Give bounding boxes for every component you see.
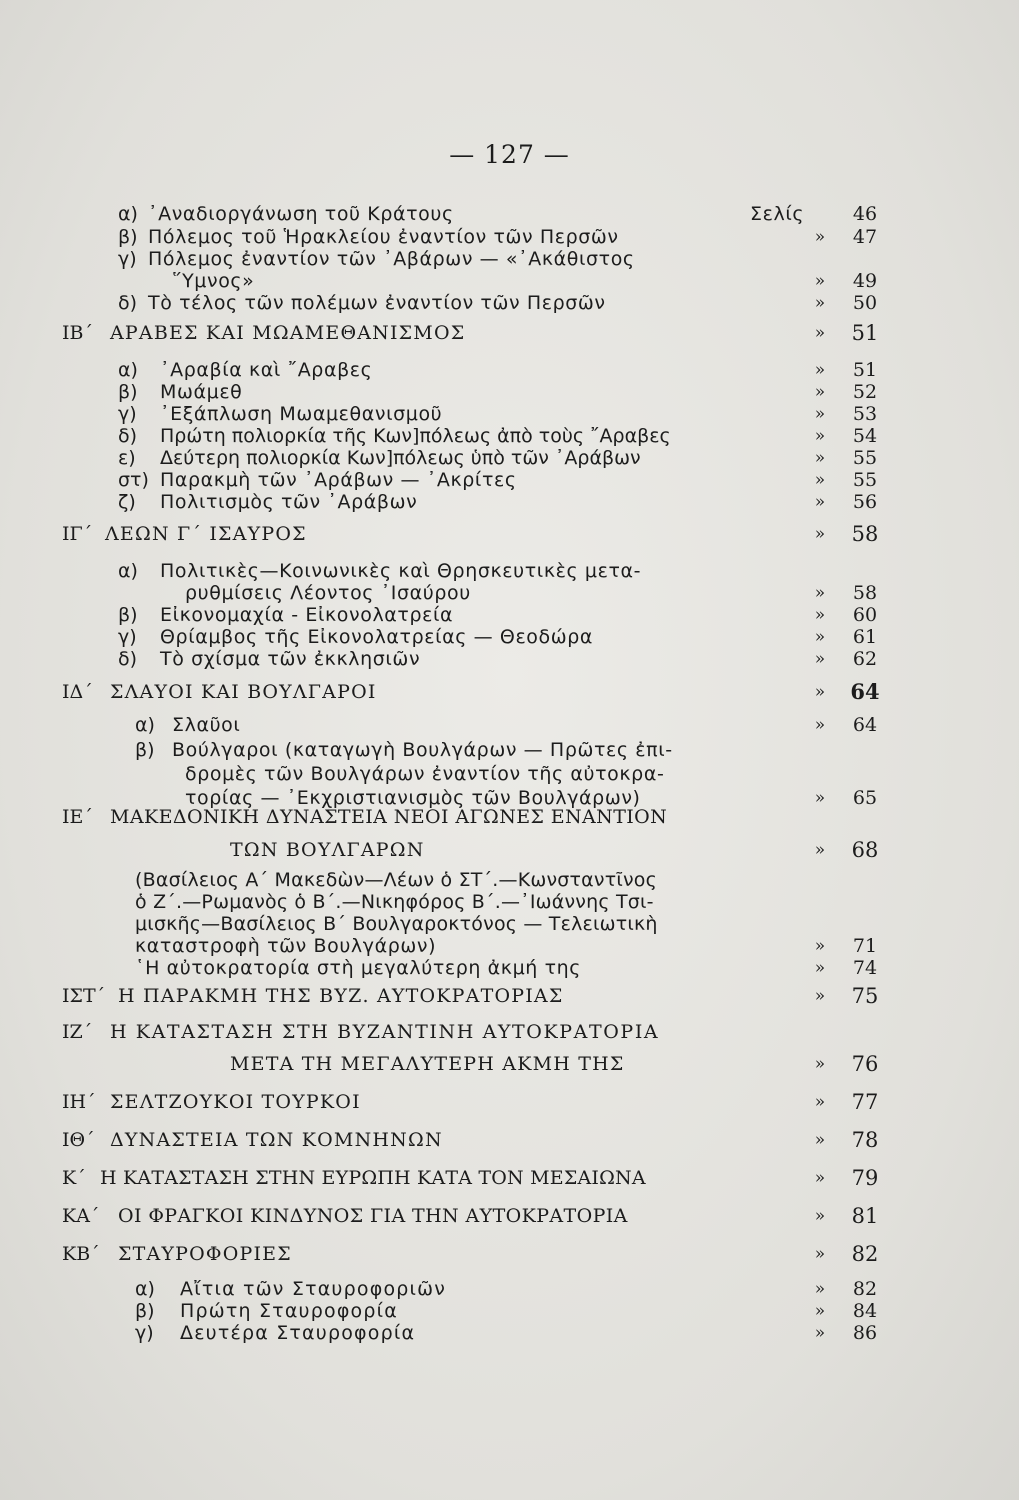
item-page: 58 (852, 582, 878, 604)
toc-item (0, 290, 1019, 316)
chapter-page: 64 (850, 679, 880, 704)
item-text: Σλαῦοι (172, 714, 241, 736)
item-text: τορίας — ᾿Εκχριστιανισμὸς τῶν Βουλγάρων) (185, 787, 641, 809)
ditto-mark: » (814, 271, 826, 291)
chapter-page: 68 (851, 838, 879, 862)
ditto-mark: » (814, 682, 826, 702)
item-text: Πόλεμος τοῦ Ἡρακλείου ἐναντίον τῶν Περσῶν (148, 226, 619, 248)
ditto-mark: » (814, 958, 826, 978)
item-page: 61 (852, 626, 878, 648)
chapter-title: ΤΩΝ ΒΟΥΛΓΑΡΩΝ (230, 839, 425, 861)
item-label: δ) (118, 292, 138, 314)
chapter-title: ΣΛΑΥΟΙ ΚΑΙ ΒΟΥΛΓΑΡΟΙ (110, 681, 377, 703)
ditto-mark: » (814, 323, 826, 343)
ditto-mark: » (814, 448, 826, 468)
item-text: δρομὲς τῶν Βουλγάρων ἐναντίον τῆς αὐτοκρα- (185, 763, 665, 785)
item-text: ῞Υμνος» (172, 270, 255, 292)
item-text: ῾Η αὐτοκρατορία στὴ μεγαλύτερη ἀκμή της (135, 957, 582, 979)
item-page: 65 (852, 787, 878, 809)
ditto-mark: » (814, 227, 826, 247)
toc-item (0, 712, 1019, 738)
item-text: καταστροφὴ τῶν Βουλγάρων) (135, 935, 437, 957)
page-number: — 127 — (449, 140, 570, 169)
item-label: β) (118, 381, 138, 403)
item-page: 55 (852, 447, 878, 469)
chapter-heading (0, 983, 1019, 1009)
chapter-page: 51 (851, 321, 879, 345)
chapter-title: Η ΠΑΡΑΚΜΗ ΤΗΣ ΒΥΖ. ΑΥΤΟΚΡΑΤΟΡΙΑΣ (118, 985, 564, 1007)
item-page: 60 (852, 604, 878, 626)
item-page: 55 (852, 469, 878, 491)
item-text: Δεύτερη πολιορκία Κων]πόλεως ὑπὸ τῶν ᾿Αράβων (160, 447, 641, 469)
item-text: (Βασίλειος Α΄ Μακεδὼν—Λέων ὁ ΣΤ΄.—Κωνσταντῖνος (135, 869, 657, 891)
item-text: Μωάμεθ (160, 381, 243, 403)
chapter-number: ΙΗ΄ (62, 1091, 96, 1113)
item-page: 62 (852, 648, 878, 670)
item-text: Αἴτια τῶν Σταυροφοριῶν (180, 1278, 447, 1300)
chapter-title: ΣΕΛΤΖΟΥΚΟΙ ΤΟΥΡΚΟΙ (110, 1091, 361, 1113)
ditto-mark: » (814, 1301, 826, 1321)
item-text: Τὸ τέλος τῶν πολέμων ἐναντίον τῶν Περσῶν (148, 292, 606, 314)
chapter-number: ΙΣΤ΄ (62, 985, 106, 1007)
chapter-page: 77 (851, 1090, 879, 1114)
ditto-mark: » (814, 715, 826, 735)
ditto-mark: » (814, 1054, 826, 1074)
chapter-heading (0, 1165, 1019, 1191)
item-text: ᾿Εξάπλωση Μωαμεθανισμοῦ (160, 403, 443, 425)
chapter-title: ΣΤΑΥΡΟΦΟΡΙΕΣ (118, 1243, 292, 1265)
toc-item (0, 737, 1019, 763)
item-label: α) (118, 203, 138, 225)
ditto-mark: » (814, 470, 826, 490)
item-label: ε) (118, 447, 136, 469)
item-page: 56 (852, 491, 878, 513)
page-column-label: Σελίς (750, 203, 805, 225)
item-label: α) (118, 560, 138, 582)
chapter-number: ΚΑ΄ (62, 1205, 100, 1227)
toc-item (0, 646, 1019, 672)
ditto-mark: » (814, 936, 826, 956)
ditto-mark: » (814, 492, 826, 512)
item-page: 47 (852, 226, 878, 248)
item-text: Θρίαμβος τῆς Εἰκονολατρείας — Θεοδώρα (160, 626, 594, 648)
chapter-page: 58 (851, 522, 879, 546)
item-label: γ) (118, 626, 137, 648)
ditto-mark: » (814, 382, 826, 402)
ditto-mark: » (814, 524, 826, 544)
chapter-title: ΛΕΩΝ Γ΄ ΙΣΑΥΡΟΣ (105, 523, 307, 545)
chapter-number: Κ΄ (62, 1167, 86, 1189)
ditto-mark: » (814, 426, 826, 446)
item-page: 82 (852, 1278, 878, 1300)
item-page: 52 (852, 381, 878, 403)
chapter-page: 76 (851, 1052, 879, 1076)
ditto-mark: » (814, 627, 826, 647)
chapter-number: ΚΒ΄ (62, 1243, 100, 1265)
item-text: Πρώτη πολιορκία τῆς Κων]πόλεως ἀπὸ τοὺς ῎Αραβες (160, 425, 671, 447)
chapter-heading (0, 1203, 1019, 1229)
item-page: 51 (852, 359, 878, 381)
item-label: δ) (118, 425, 138, 447)
chapter-heading (0, 1127, 1019, 1153)
chapter-heading (0, 1089, 1019, 1115)
chapter-title: ΑΡΑΒΕΣ ΚΑΙ ΜΩΑΜΕΘΑΝΙΣΜΟΣ (110, 322, 466, 344)
chapter-heading (0, 1241, 1019, 1267)
item-page: 49 (852, 270, 878, 292)
chapter-page: 81 (851, 1204, 879, 1228)
toc-item (0, 761, 1019, 787)
ditto-mark: » (814, 583, 826, 603)
item-text: μισκῆς—Βασίλειος Β΄ Βουλγαροκτόνος — Τελειωτικὴ (135, 913, 658, 935)
chapter-heading (0, 804, 1019, 830)
ditto-mark: » (814, 788, 826, 808)
item-label: στ) (118, 469, 149, 491)
item-text: ὁ Ζ΄.—Ρωμανὸς ὁ Β΄.—Νικηφόρος Β΄.—᾿Ιωάννης Τσι- (135, 891, 654, 913)
item-text: Παρακμὴ τῶν ᾿Αράβων — ᾿Ακρίτες (160, 469, 517, 491)
item-text: ᾿Αναδιοργάνωση τοῦ Κράτους (148, 203, 454, 225)
chapter-number: ΙΘ΄ (62, 1129, 95, 1151)
chapter-number: ΙΒ΄ (62, 322, 93, 344)
item-label: β) (135, 1300, 155, 1322)
item-page: 86 (852, 1322, 878, 1344)
item-label: α) (135, 1278, 155, 1300)
item-text: Βούλγαροι (καταγωγὴ Βουλγάρων — Πρῶτες ἐπι- (172, 739, 673, 761)
chapter-heading (0, 320, 1019, 346)
item-label: α) (135, 714, 155, 736)
chapter-page: 79 (851, 1166, 879, 1190)
item-text: Δευτέρα Σταυροφορία (180, 1322, 416, 1344)
item-text: Πρώτη Σταυροφορία (180, 1300, 398, 1322)
chapter-heading-continued (0, 1051, 1019, 1077)
ditto-mark: » (814, 986, 826, 1006)
chapter-heading-continued (0, 837, 1019, 863)
item-label: δ) (118, 648, 138, 670)
item-label: ζ) (118, 491, 136, 513)
item-page: 64 (852, 714, 878, 736)
ditto-mark: » (814, 1092, 826, 1112)
item-text: Πόλεμος ἐναντίον τῶν ᾿Αβάρων — «᾿Ακάθιστος (148, 248, 635, 270)
item-page: 50 (852, 292, 878, 314)
item-label: γ) (135, 1322, 154, 1344)
chapter-page: 75 (851, 984, 879, 1008)
toc-item (0, 1320, 1019, 1346)
ditto-mark: » (814, 404, 826, 424)
chapter-title: ΟΙ ΦΡΑΓΚΟΙ ΚΙΝΔΥΝΟΣ ΓΙΑ ΤΗΝ ΑΥΤΟΚΡΑΤΟΡΙΑ (118, 1205, 628, 1227)
chapter-title: ΜΑΚΕΔΟΝΙΚΗ ΔΥΝΑΣΤΕΙΑ ΝΕΟΙ ΑΓΩΝΕΣ ΕΝΑΝΤΙΟΝ (110, 806, 668, 828)
ditto-mark: » (814, 293, 826, 313)
chapter-heading (0, 521, 1019, 547)
item-page: 46 (852, 203, 878, 225)
item-text: Πολιτικὲς—Κοινωνικὲς καὶ Θρησκευτικὲς μετα- (160, 560, 642, 582)
chapter-heading (0, 1019, 1019, 1045)
toc-item (0, 955, 1019, 981)
toc-item (0, 489, 1019, 515)
item-page: 74 (852, 957, 878, 979)
chapter-heading (0, 679, 1019, 705)
chapter-title: Η ΚΑΤΑΣΤΑΣΗ ΣΤΗ ΒΥΖΑΝΤΙΝΗ ΑΥΤΟΚΡΑΤΟΡΙΑ (110, 1021, 660, 1043)
chapter-number: ΙΔ΄ (62, 681, 93, 703)
ditto-mark: » (814, 605, 826, 625)
ditto-mark: » (814, 1244, 826, 1264)
chapter-number: ΙΖ΄ (62, 1021, 93, 1043)
ditto-mark: » (814, 360, 826, 380)
chapter-number: ΙΕ΄ (62, 806, 93, 828)
item-label: γ) (118, 403, 137, 425)
ditto-mark: » (814, 1206, 826, 1226)
chapter-title: Η ΚΑΤΑΣΤΑΣΗ ΣΤΗΝ ΕΥΡΩΠΗ ΚΑΤΑ ΤΟΝ ΜΕΣΑΙΩΝΑ (100, 1167, 646, 1189)
item-text: Τὸ σχίσμα τῶν ἐκκλησιῶν (160, 648, 421, 670)
chapter-page: 78 (851, 1128, 879, 1152)
item-text: Πολιτισμὸς τῶν ᾿Αράβων (160, 491, 418, 513)
item-label: β) (118, 604, 138, 626)
ditto-mark: » (814, 1323, 826, 1343)
ditto-mark: » (814, 649, 826, 669)
item-text: ρυθμίσεις Λέοντος ᾿Ισαύρου (185, 582, 471, 604)
item-page: 71 (852, 935, 878, 957)
ditto-mark: » (814, 1279, 826, 1299)
ditto-mark: » (814, 840, 826, 860)
item-text: ᾿Αραβία καὶ ῎Αραβες (160, 359, 373, 381)
chapter-title: ΔΥΝΑΣΤΕΙΑ ΤΩΝ ΚΟΜΝΗΝΩΝ (110, 1129, 443, 1151)
item-label: β) (118, 226, 138, 248)
chapter-number: ΙΓ΄ (62, 523, 93, 545)
chapter-page: 82 (851, 1242, 879, 1266)
chapter-title: ΜΕΤΑ ΤΗ ΜΕΓΑΛΥΤΕΡΗ ΑΚΜΗ ΤΗΣ (230, 1053, 625, 1075)
item-page: 53 (852, 403, 878, 425)
item-page: 84 (852, 1300, 878, 1322)
ditto-mark: » (814, 1130, 826, 1150)
item-text: Εἰκονομαχία - Εἰκονολατρεία (160, 604, 454, 626)
ditto-mark: » (814, 1168, 826, 1188)
item-label: β) (135, 739, 155, 761)
item-label: γ) (118, 248, 137, 270)
item-page: 54 (852, 425, 878, 447)
item-label: α) (118, 359, 138, 381)
